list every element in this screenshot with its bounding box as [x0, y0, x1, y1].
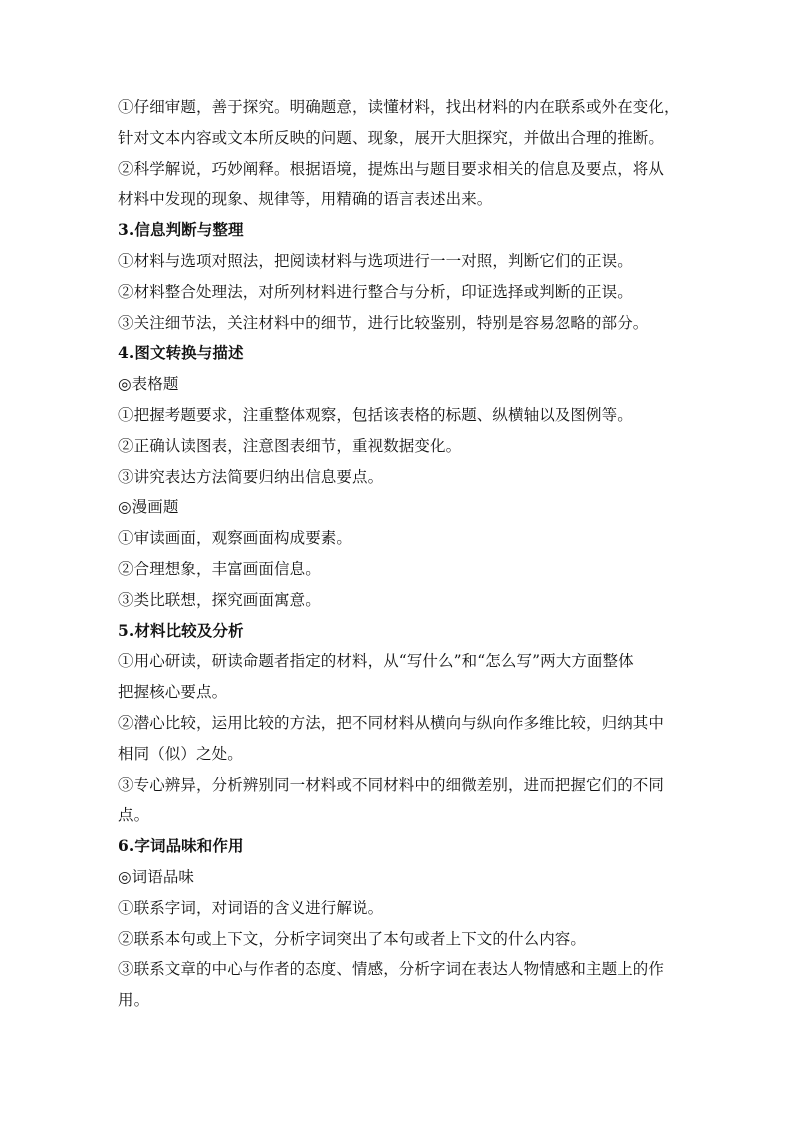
- document-body: [118, 92, 694, 1016]
- text-line: ③类比联想，探究画面寓意。: [118, 590, 321, 609]
- text-line: 把握核心要点。: [118, 683, 228, 702]
- text-line: ③关注细节法，关注材料中的细节，进行比较鉴别，特别是容易忽略的部分。: [118, 313, 649, 332]
- text-line: ②合理想象，丰富画面信息。: [118, 559, 321, 578]
- text-line: ②正确认读图表，注意图表细节，重视数据变化。: [118, 436, 462, 455]
- text-line: ①把握考题要求，注重整体观察，包括该表格的标题、纵横轴以及图例等。: [118, 405, 633, 424]
- text-line: ③讲究表达方法简要归纳出信息要点。: [118, 467, 384, 486]
- text-line: ①仔细审题，善于探究。明确题意，读懂材料，找出材料的内在联系或外在变化，: [118, 98, 680, 116]
- text-line: ②科学解说，巧妙阐释。根据语境，提炼出与题目要求相关的信息及要点，将从: [118, 159, 665, 178]
- text-line: 材料中发现的现象、规律等，用精确的语言表述出来。: [118, 190, 493, 209]
- text-line: ①联系字词，对词语的含义进行解说。: [118, 898, 384, 917]
- text-line: ①审读画面，观察画面构成要素。: [118, 529, 353, 548]
- text-line: ③联系文章的中心与作者的态度、情感，分析字词在表达人物情感和主题上的作: [118, 960, 665, 979]
- text-line: ②材料整合处理法，对所列材料进行整合与分析，印证选择或判断的正误。: [118, 282, 633, 301]
- text-line: 用。: [118, 991, 150, 1010]
- text-line: 相同（似）之处。: [118, 744, 243, 763]
- text-line: ①用心研读，研读命题者指定的材料，从“写什么”和“怎么写”两大方面整体: [118, 652, 634, 671]
- text-line: 针对文本内容或文本所反映的问题、现象，展开大胆探究，并做出合理的推断。: [118, 128, 665, 147]
- text-line: ◎词语品味: [118, 867, 195, 886]
- section-heading: 4.图文转换与描述: [118, 343, 244, 363]
- section-heading: 5.材料比较及分析: [118, 620, 244, 640]
- section-heading: 3.信息判断与整理: [118, 220, 244, 240]
- text-line: ②潜心比较，运用比较的方法，把不同材料从横向与纵向作多维比较，归纳其中: [118, 713, 665, 732]
- text-line: ①材料与选项对照法，把阅读材料与选项进行一一对照，判断它们的正误。: [118, 251, 633, 270]
- section-heading: 6.字词品味和作用: [118, 836, 244, 856]
- text-line: ◎漫画题: [118, 498, 179, 517]
- text-line: 点。: [118, 806, 150, 825]
- text-line: ③专心辨异，分析辨别同一材料或不同材料中的细微差别，进而把握它们的不同: [118, 775, 665, 794]
- text-line: ◎表格题: [118, 375, 179, 394]
- text-line: ②联系本句或上下文，分析字词突出了本句或者上下文的什么内容。: [118, 929, 587, 948]
